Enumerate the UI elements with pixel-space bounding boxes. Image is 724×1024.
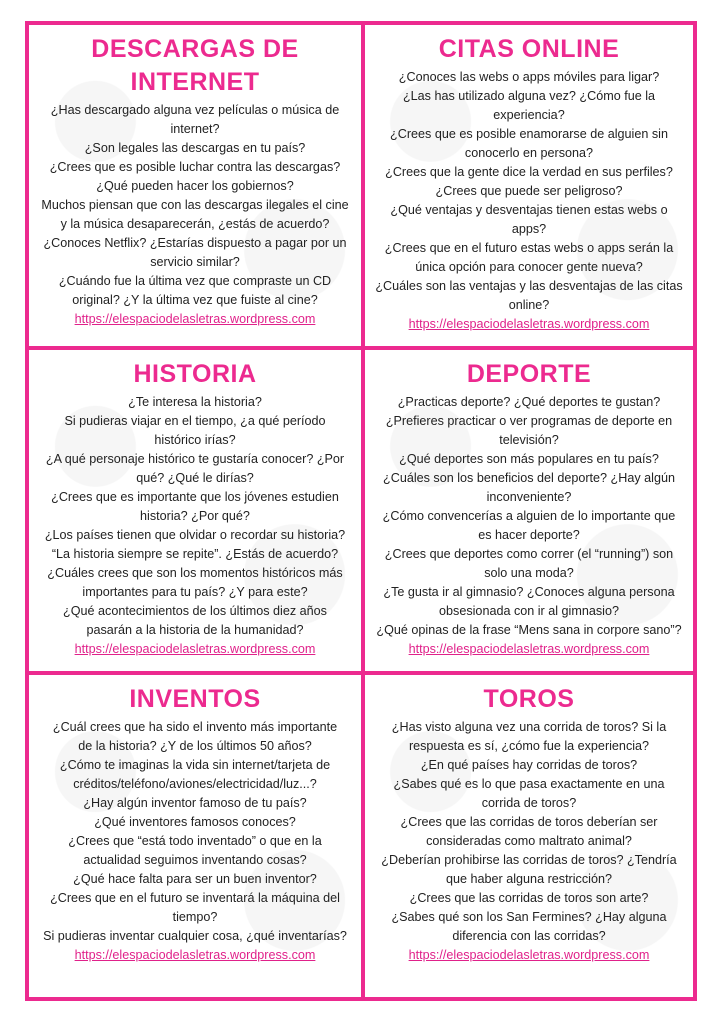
question-line: ¿Qué ventajas y desventajas tienen estas webs o (390, 203, 668, 217)
card-historia (29, 350, 361, 675)
question-line: ¿Cómo te imaginas la vida sin internet/tarjeta de (59, 758, 331, 772)
card-title (37, 358, 353, 391)
question-line: ¿Crees que en el futuro estas webs o apps serán la (384, 241, 674, 255)
question-line: consideradas como maltrato animal? (426, 834, 632, 848)
question-line: ¿A qué personaje histórico te gustaría conocer? ¿Por (45, 452, 345, 466)
card-title (37, 33, 353, 99)
question-line: ¿Deberían prohibirse las corridas de toros? ¿Tendría (381, 853, 677, 867)
website-link[interactable]: https://elespaciodelasletras.wordpress.com (74, 312, 316, 326)
question-line: ¿Cuáles son los beneficios del deporte? ¿Hay algún (383, 471, 675, 485)
question-line: importantes para tu país? ¿Y para este? (82, 585, 308, 599)
question-line: ¿Cuáles son las ventajas y las desventajas de las citas (375, 279, 683, 293)
question-line: ¿Qué opinas de la frase “Mens sana in corpore sano”? (376, 623, 682, 637)
question-line: Muchos piensan que con las descargas ilegales el cine (41, 198, 349, 212)
question-line: qué? ¿Qué le dirías? (136, 471, 254, 485)
question-line: diferencia con las corridas? (452, 929, 606, 943)
question-line: ¿Te interesa la historia? (128, 395, 262, 409)
question-line: es hacer deporte? (478, 528, 580, 542)
question-line: ¿Te gusta ir al gimnasio? ¿Conoces alguna persona (383, 585, 675, 599)
question-line: que haber alguna restricción? (446, 872, 612, 886)
question-line: apps? (511, 222, 547, 236)
question-line: tiempo? (172, 910, 218, 924)
question-line: ¿Crees que las corridas de toros son arte? (409, 891, 649, 905)
question-line: ¿Prefieres practicar o ver programas de deporte en (385, 414, 673, 428)
question-line: solo una moda? (484, 566, 574, 580)
question-line: ¿Crees que las corridas de toros deberían ser (400, 815, 658, 829)
question-line: ¿Son legales las descargas en tu país? (84, 141, 306, 155)
card-title-line: HISTORIA (133, 360, 257, 388)
question-line: obsesionada con ir al gimnasio? (439, 604, 619, 618)
website-link[interactable]: https://elespaciodelasletras.wordpress.com (408, 317, 650, 331)
question-line: pasarán a la historia de la humanidad? (86, 623, 304, 637)
question-line: ¿Crees que es importante que los jóvenes estudien (51, 490, 339, 504)
question-line: ¿Practicas deporte? ¿Qué deportes te gustan? (397, 395, 661, 409)
question-line: ¿Cuáles crees que son los momentos históricos más (47, 566, 343, 580)
question-line: ¿Conoces las webs o apps móviles para ligar? (398, 70, 660, 84)
card-title-line: INTERNET (130, 68, 260, 96)
question-line: única opción para conocer gente nueva? (415, 260, 643, 274)
question-line: televisión? (499, 433, 559, 447)
question-line: ¿Crees que es posible luchar contra las descargas? (49, 160, 341, 174)
card-title-line: TOROS (483, 685, 575, 713)
question-line: “La historia siempre se repite”. ¿Estás de acuerdo? (51, 547, 339, 561)
question-line: ¿Conoces Netflix? ¿Estarías dispuesto a pagar por un (43, 236, 347, 250)
website-link[interactable]: https://elespaciodelasletras.wordpress.com (408, 642, 650, 656)
question-line: ¿Cómo convencerías a alguien de lo importante que (382, 509, 676, 523)
question-line: de la historia? ¿Y de los últimos 50 años? (78, 739, 312, 753)
question-line: ¿En qué países hay corridas de toros? (420, 758, 638, 772)
card-title (373, 358, 685, 391)
conversation-cards-sheet (25, 21, 697, 1001)
card-title-line: DESCARGAS DE (91, 35, 299, 63)
question-line: original? ¿Y la última vez que fuiste al cine? (72, 293, 318, 307)
question-line: ¿Crees que deportes como correr (el “running”) son (384, 547, 674, 561)
question-line: créditos/teléfono/aviones/electricidad/luz...? (73, 777, 317, 791)
question-line: Si pudieras inventar cualquier cosa, ¿qué inventarías? (43, 929, 347, 943)
question-line: ¿Has descargado alguna vez películas o música de (50, 103, 340, 117)
question-line: corrida de toros? (481, 796, 577, 810)
question-line: ¿Crees que la gente dice la verdad en sus perfiles? (385, 165, 673, 179)
card-citas-online (361, 25, 693, 350)
question-line: ¿Qué pueden hacer los gobiernos? (96, 179, 294, 193)
card-title (373, 33, 685, 66)
question-line: ¿Qué deportes son más populares en tu país? (399, 452, 659, 466)
question-line: actualidad seguimos inventando cosas? (83, 853, 307, 867)
question-line: Si pudieras viajar en el tiempo, ¿a qué período (64, 414, 326, 428)
question-line: ¿Cuándo fue la última vez que compraste un CD (58, 274, 332, 288)
question-line: ¿Las has utilizado alguna vez? ¿Cómo fue la (402, 89, 656, 103)
card-title (373, 683, 685, 716)
question-line: ¿Sabes qué son los San Fermines? ¿Hay alguna (391, 910, 667, 924)
question-line: histórico irías? (154, 433, 236, 447)
website-link[interactable]: https://elespaciodelasletras.wordpress.com (408, 948, 650, 962)
website-link[interactable]: https://elespaciodelasletras.wordpress.com (74, 642, 316, 656)
question-line: ¿Crees que es posible enamorarse de alguien sin (390, 127, 668, 141)
question-line: ¿Has visto alguna vez una corrida de toros? Si la (391, 720, 667, 734)
question-line: internet? (170, 122, 220, 136)
website-link[interactable]: https://elespaciodelasletras.wordpress.com (74, 948, 316, 962)
card-title (37, 683, 353, 716)
question-line: ¿Crees que “está todo inventado” o que en la (68, 834, 322, 848)
question-line: ¿Qué inventores famosos conoces? (94, 815, 296, 829)
question-line: servicio similar? (150, 255, 240, 269)
question-line: ¿Los países tienen que olvidar o recordar su historia? (44, 528, 346, 542)
card-descargas-de-internet (29, 25, 361, 350)
question-line: ¿Qué acontecimientos de los últimos diez años (63, 604, 327, 618)
question-line: ¿Hay algún inventor famoso de tu país? (83, 796, 307, 810)
card-title-line: DEPORTE (466, 360, 592, 388)
question-line: online? (508, 298, 550, 312)
question-line: ¿Qué hace falta para ser un buen inventor? (73, 872, 317, 886)
question-line: inconveniente? (486, 490, 572, 504)
question-line: conocerlo en persona? (464, 146, 594, 160)
card-title-line: INVENTOS (129, 685, 261, 713)
question-line: ¿Crees que puede ser peligroso? (435, 184, 623, 198)
question-line: ¿Sabes qué es lo que pasa exactamente en una (393, 777, 665, 791)
question-line: ¿Cuál crees que ha sido el invento más importante (52, 720, 338, 734)
card-title-line: CITAS ONLINE (438, 35, 620, 63)
question-line: respuesta es sí, ¿cómo fue la experiencia? (408, 739, 650, 753)
card-inventos (29, 675, 361, 997)
question-line: ¿Crees que en el futuro se inventará la máquina del (50, 891, 340, 905)
question-line: y la música desaparecerán, ¿estás de acuerdo? (60, 217, 330, 231)
question-line: historia? ¿Por qué? (140, 509, 250, 523)
card-deporte (361, 350, 693, 675)
question-line: experiencia? (493, 108, 565, 122)
card-toros (361, 675, 693, 997)
